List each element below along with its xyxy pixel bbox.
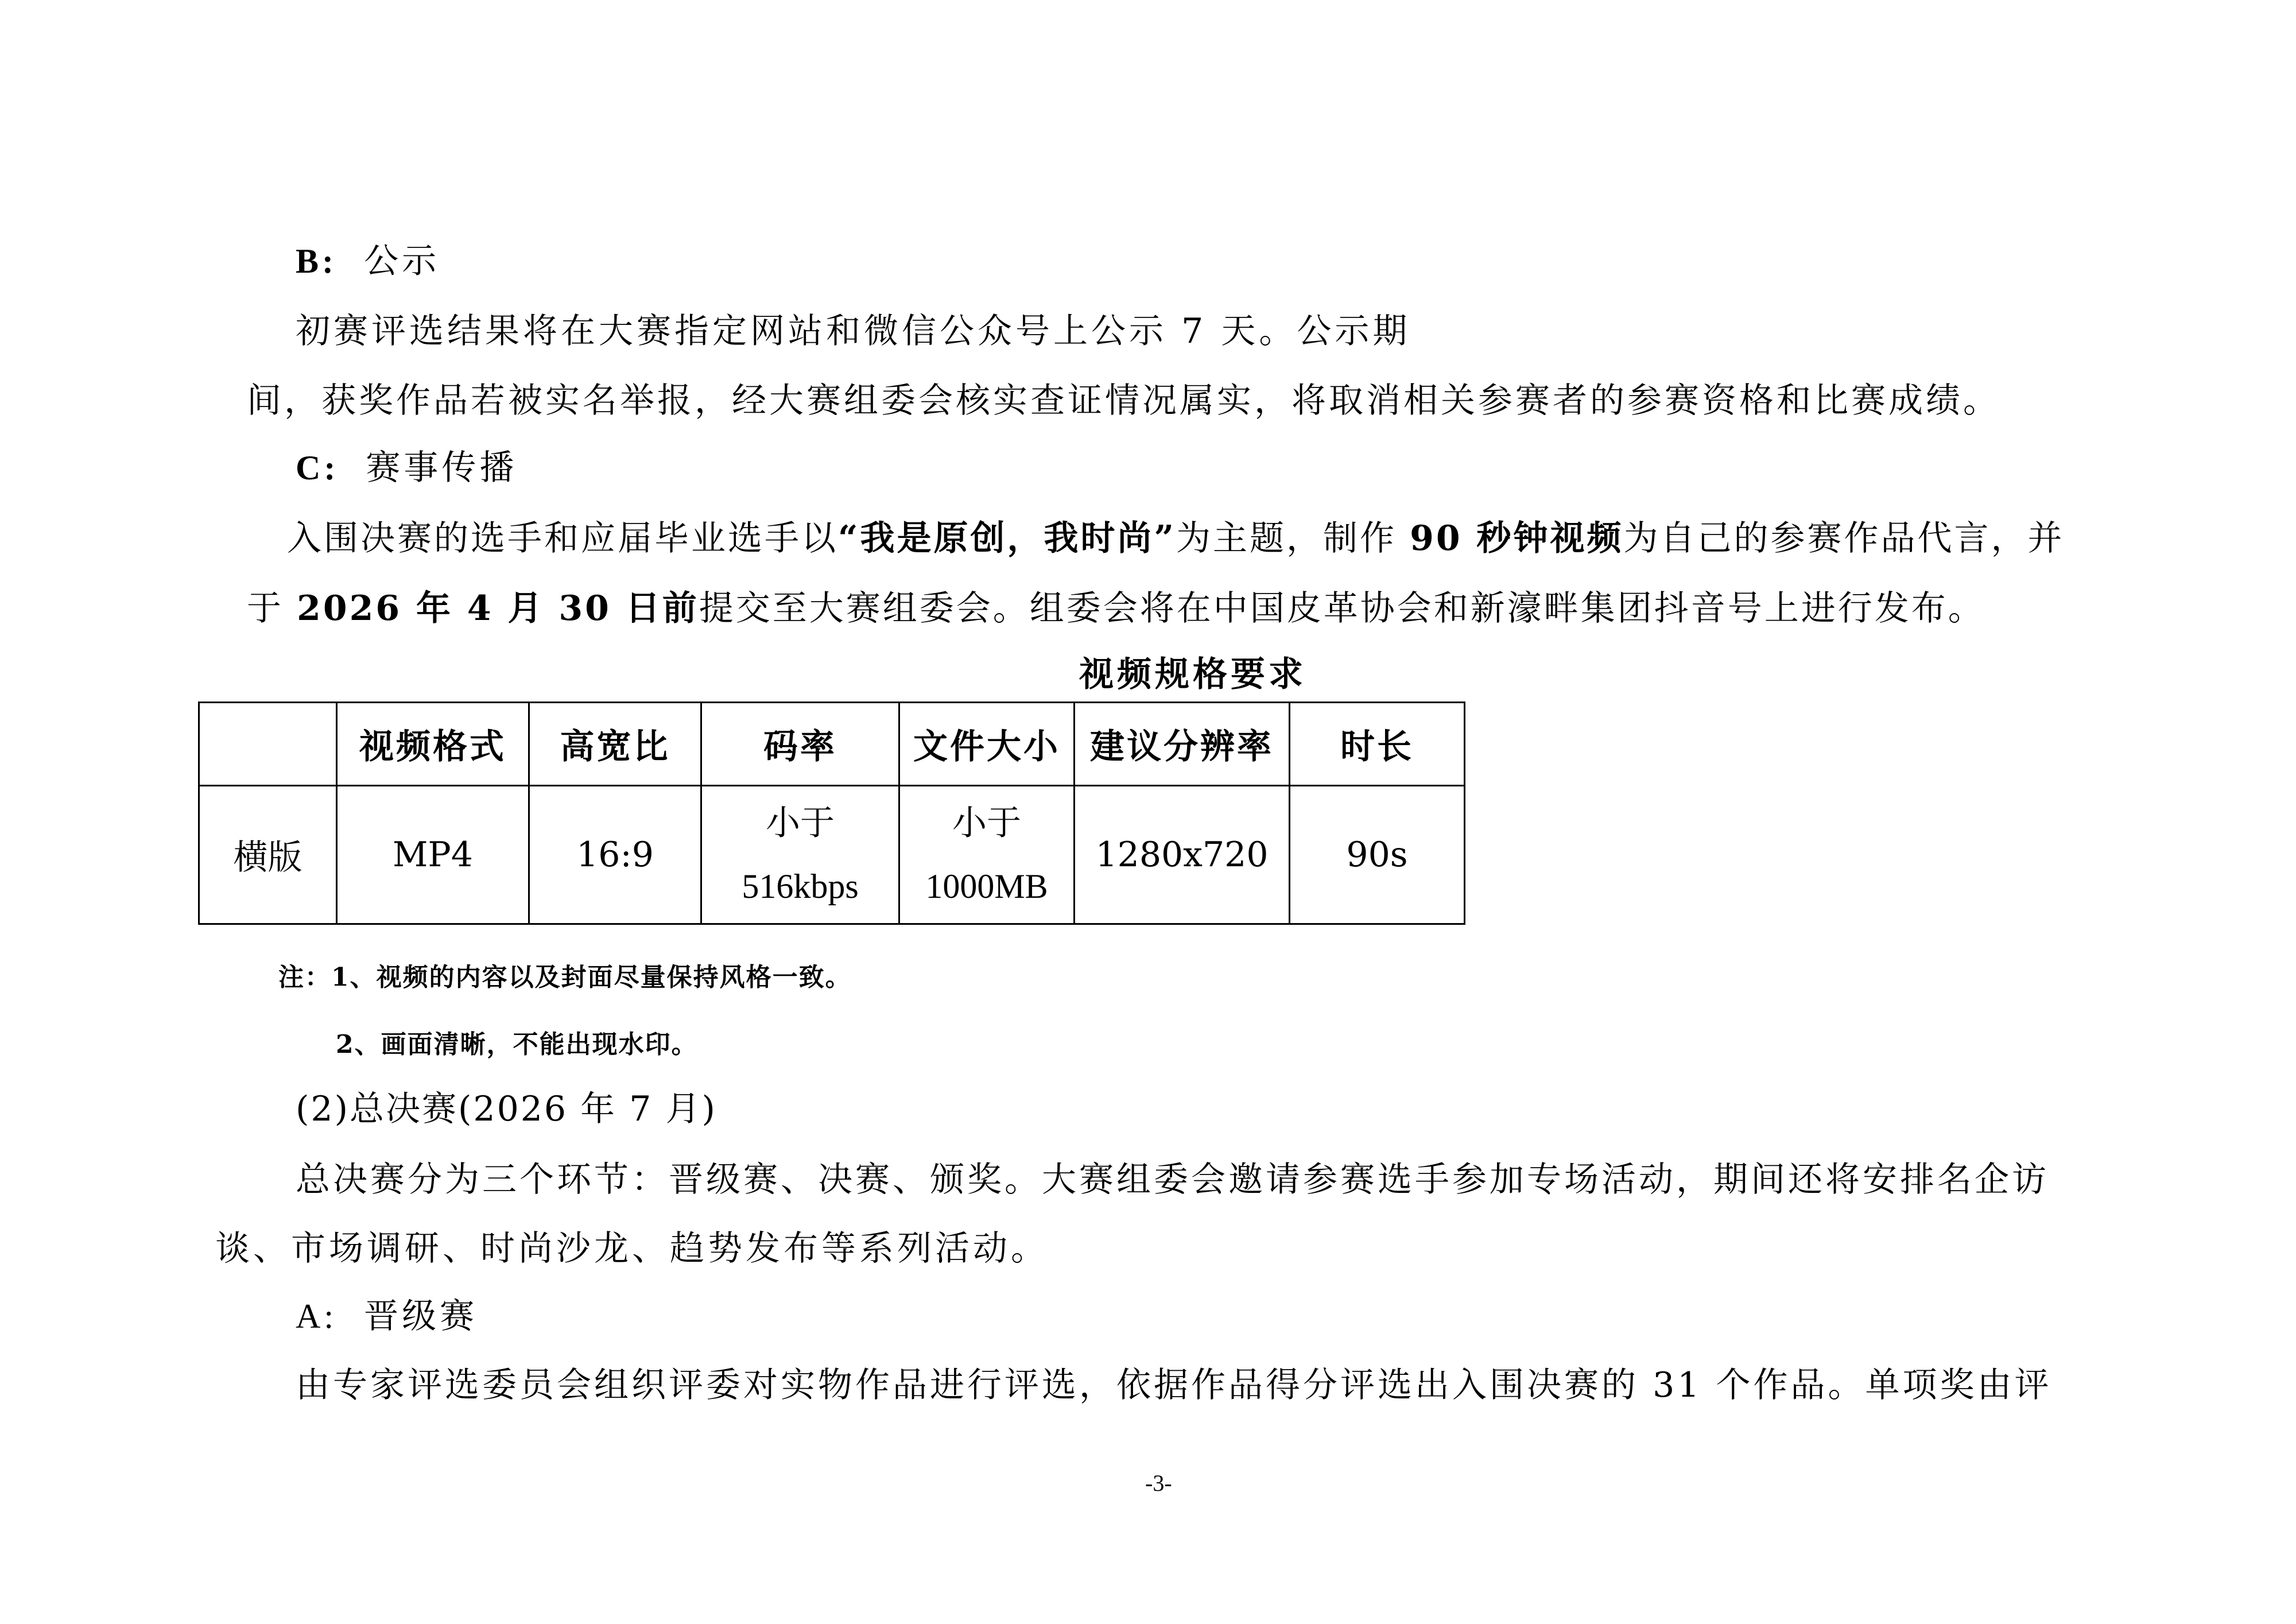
section-c-para-line2 <box>247 586 1985 631</box>
table-header-cell: 高宽比 <box>529 703 701 786</box>
ratio-cell: 16:9 <box>529 786 701 924</box>
section-c-text: 入围决赛的选手和应届毕业选手以 <box>287 518 838 559</box>
section-a-label: A: <box>296 1297 337 1335</box>
table-header-cell: 文件大小 <box>899 703 1075 786</box>
section-a-para-line1: 由专家评选委员会组织评委对实物作品进行评选，依据作品得分评选出入围决赛的 31 个作品。单项奖由评 <box>296 1365 2052 1405</box>
file-size-line2: 1000MB <box>925 867 1048 905</box>
page-number: -3- <box>1145 1470 1172 1496</box>
file-size-cell <box>899 786 1075 924</box>
video-spec-table <box>198 701 1465 925</box>
table-header-cell <box>199 703 337 786</box>
format-cell: MP4 <box>337 786 529 924</box>
note-1: 注：1、视频的内容以及封面尽量保持风格一致。 <box>278 963 852 992</box>
section-c-theme: “我是原创，我时尚” <box>838 518 1177 559</box>
section-a-heading <box>296 1293 478 1339</box>
row-label-cell: 横版 <box>199 786 337 924</box>
section-c-label: C: <box>296 449 339 487</box>
section-c-heading <box>296 445 517 491</box>
table-header-row <box>199 703 1465 786</box>
duration-cell: 90s <box>1290 786 1465 924</box>
section-c-para-line1 <box>287 516 2065 561</box>
spec-table-title: 视频规格要求 <box>1079 654 1306 695</box>
section-b-label: B: <box>296 242 337 280</box>
section-b-title: 公示 <box>364 241 440 281</box>
section-a-title: 晋级赛 <box>364 1296 478 1336</box>
table-header-cell: 时长 <box>1290 703 1465 786</box>
section-c-text: 提交至大赛组委会。组委会将在中国皮革协会和新濠畔集团抖音号上进行发布。 <box>699 588 1985 629</box>
section-b-para-line2: 间，获奖作品若被实名举报，经大赛组委会核实查证情况属实，将取消相关参赛者的参赛资格和比赛成绩。 <box>247 381 2000 421</box>
note-2: 2、画面清晰，不能出现水印。 <box>336 1030 698 1059</box>
table-row <box>199 786 1465 924</box>
section-c-text: 为主题，制作 <box>1176 518 1410 559</box>
table-header-cell: 视频格式 <box>337 703 529 786</box>
table-header-cell: 码率 <box>701 703 899 786</box>
table-header-cell: 建议分辨率 <box>1075 703 1290 786</box>
final-para-line1: 总决赛分为三个环节：晋级赛、决赛、颁奖。大赛组委会邀请参赛选手参加专场活动，期间还将安排名企访 <box>296 1160 2049 1200</box>
resolution-cell: 1280x720 <box>1075 786 1290 924</box>
bitrate-line1: 小于 <box>766 803 835 843</box>
file-size-line1: 小于 <box>952 803 1021 843</box>
bitrate-line2: 516kbps <box>742 867 859 905</box>
final-para-line2: 谈、市场调研、时尚沙龙、趋势发布等系列活动。 <box>215 1228 1049 1269</box>
section-c-deadline: 2026 年 4 月 30 日前 <box>297 588 699 629</box>
bitrate-cell <box>701 786 899 924</box>
section-c-text: 为自己的参赛作品代言，并 <box>1623 518 2065 559</box>
section-c-video-length: 90 秒钟视频 <box>1410 518 1624 559</box>
section-c-title: 赛事传播 <box>366 448 518 488</box>
section-c-text: 于 <box>247 588 297 629</box>
final-heading: (2)总决赛(2026 年 7 月) <box>296 1089 717 1129</box>
section-b-heading <box>296 238 440 284</box>
section-b-para-line1: 初赛评选结果将在大赛指定网站和微信公众号上公示 7 天。公示期 <box>296 311 1411 351</box>
